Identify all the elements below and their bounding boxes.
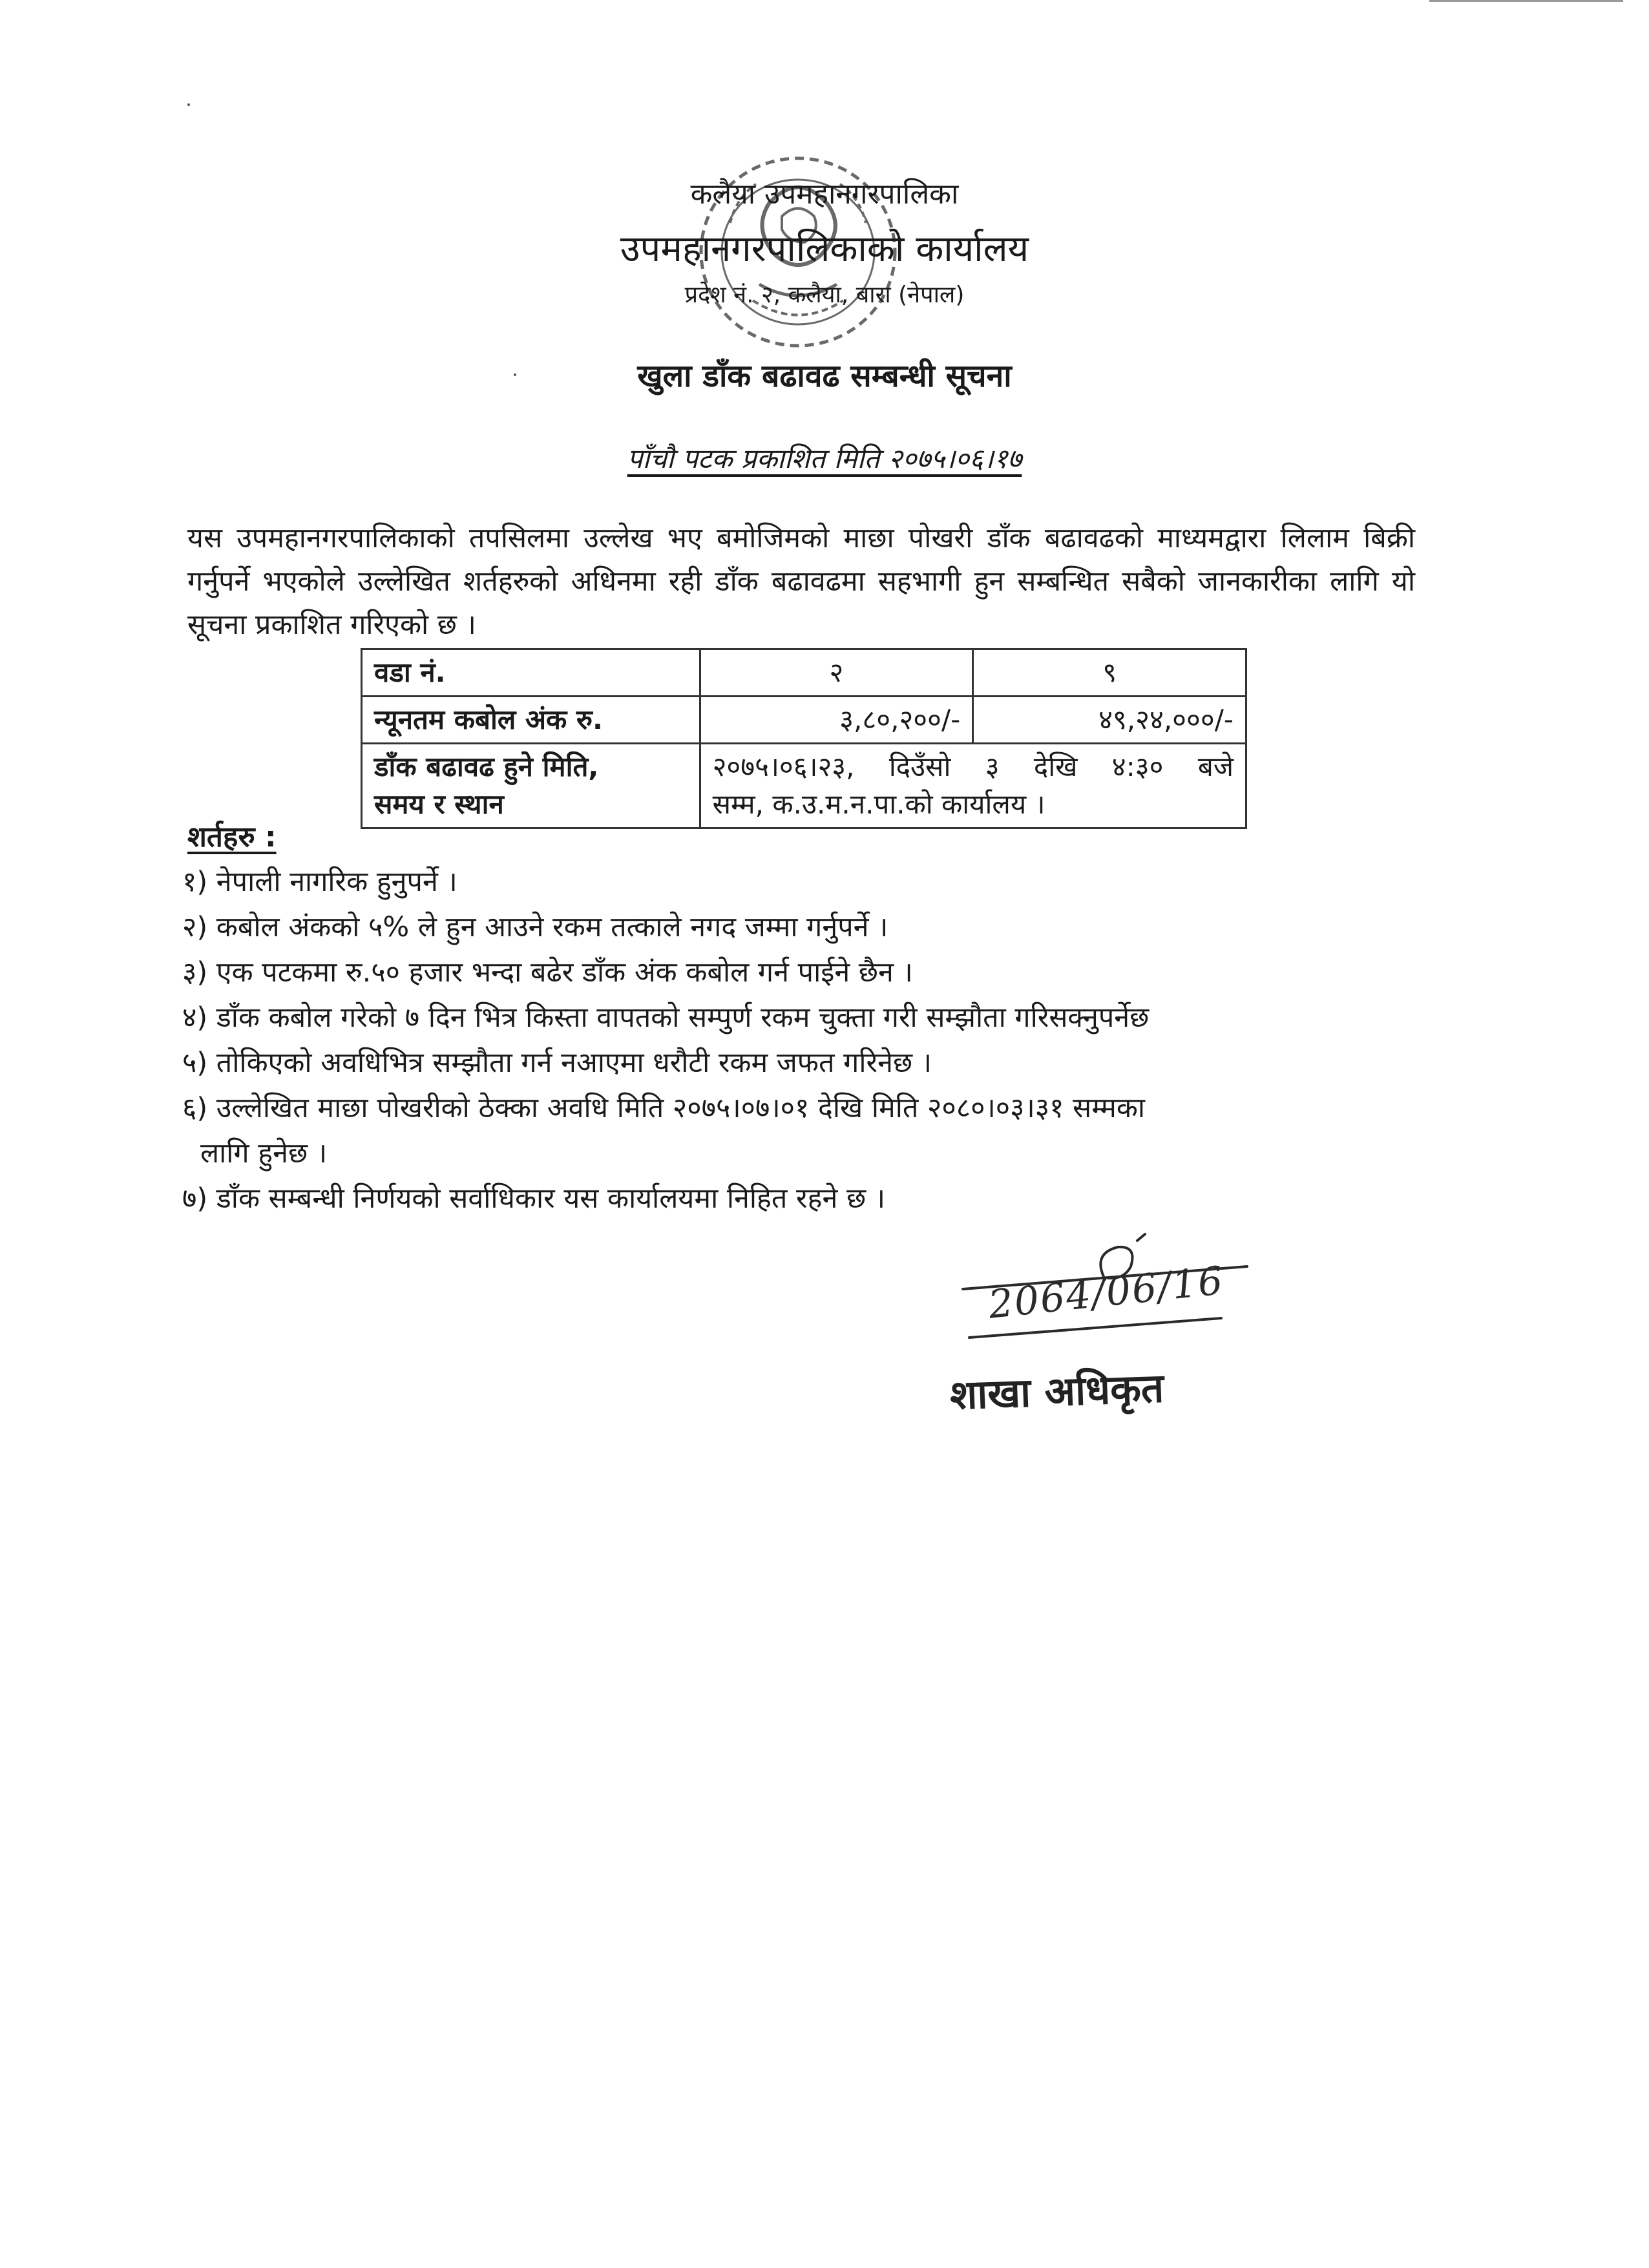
table-row (362, 744, 1246, 828)
min-bid-label: न्यूनतम कबोल अंक रु. (362, 697, 700, 744)
table-row (362, 697, 1246, 744)
schedule-line: २०७५।०६।२३, दिउँसो ३ देखि ४:३० बजे (712, 751, 1234, 782)
conditions-list (182, 859, 1449, 1221)
list-item-line: ६) उल्लेखित माछा पोखरीको ठेक्का अवधि मिति २०७५।०७।०१ देखि मिति २०८०।०३।३१ सम्मका (182, 1092, 1145, 1124)
list-item (182, 1086, 1449, 1176)
notice-title: खुला डाँक बढावढ सम्बन्धी सूचना (637, 358, 1012, 394)
publication-note (0, 439, 1649, 476)
list-item: १) नेपाली नागरिक हुनुपर्ने । (182, 866, 457, 898)
publication-date-text: पाँचौ पटक प्रकाशित मिति २०७५।०६।१७ (627, 443, 1022, 474)
intro-paragraph: यस उपमहानगरपालिकाको तपसिलमा उल्लेख भए बमोजिमको माछा पोखरी डाँक बढावढको माध्यमद्वारा लिलाम बिक्री गर्नुपर्ने भएकोले उल्लेखित शर्तहरुको अधिनमा रही डाँक बढावढमा सहभागी हुन सम्बन्धित सबैको जानकारीका लागि यो सूचना प्रकाशित गरिएको छ । (187, 522, 1415, 641)
ward-label: वडा नं. (362, 649, 700, 697)
list-item: ५) तोकिएको अवधिभित्र सम्झौता गर्न नआएमा धरौटी रकम जफत गरिनेछ । (182, 1047, 932, 1079)
min-bid-amount: ४९,२४,०००/- (973, 697, 1246, 744)
ward-number: २ (700, 649, 973, 697)
schedule-label-line: डाँक बढावढ हुने मिति, (374, 751, 599, 782)
schedule-label (362, 744, 700, 828)
office-name: उपमहानगरपालिकाको कार्यालय (620, 228, 1029, 270)
list-item: ७) डाँक सम्बन्धी निर्णयको सर्वाधिकार यस कार्यालयमा निहित रहने छ । (182, 1182, 886, 1215)
scan-edge-line (1429, 0, 1623, 2)
list-item: ४) डाँक कबोल गरेको ७ दिन भित्र किस्ता वापतको सम्पुर्ण रकम चुक्ता गरी सम्झौता गरिसक्नुपर्नेछ (182, 1002, 1150, 1034)
municipality-name: कलैया उपमहानगरपालिका (690, 178, 959, 211)
min-bid-amount: ३,८०,२००/- (700, 697, 973, 744)
auction-details-table (361, 648, 1247, 829)
schedule-line: सम्म, क.उ.म.न.पा.को कार्यालय । (712, 788, 1045, 820)
table-row (362, 649, 1246, 697)
ward-number: ९ (973, 649, 1246, 697)
schedule-value (700, 744, 1246, 828)
list-item: २) कबोल अंकको ५% ले हुन आउने रकम तत्काले नगद जम्मा गर्नुपर्ने । (182, 911, 888, 943)
list-item-line: लागि हुनेछ । (200, 1137, 328, 1170)
conditions-heading: शर्तहरु : (187, 821, 277, 854)
scan-speck (187, 103, 190, 106)
list-item: ३) एक पटकमा रु.५० हजार भन्दा बढेर डाँक अंक कबोल गर्न पाईने छैन । (182, 956, 913, 989)
signature-date: 2064/06/16 (986, 1257, 1226, 1328)
schedule-label-line: समय र स्थान (374, 788, 504, 820)
signatory-designation: शाखा अधिकृत (949, 1364, 1165, 1419)
office-address: प्रदेश नं. २, कलैया, बारा (नेपाल) (684, 282, 965, 308)
